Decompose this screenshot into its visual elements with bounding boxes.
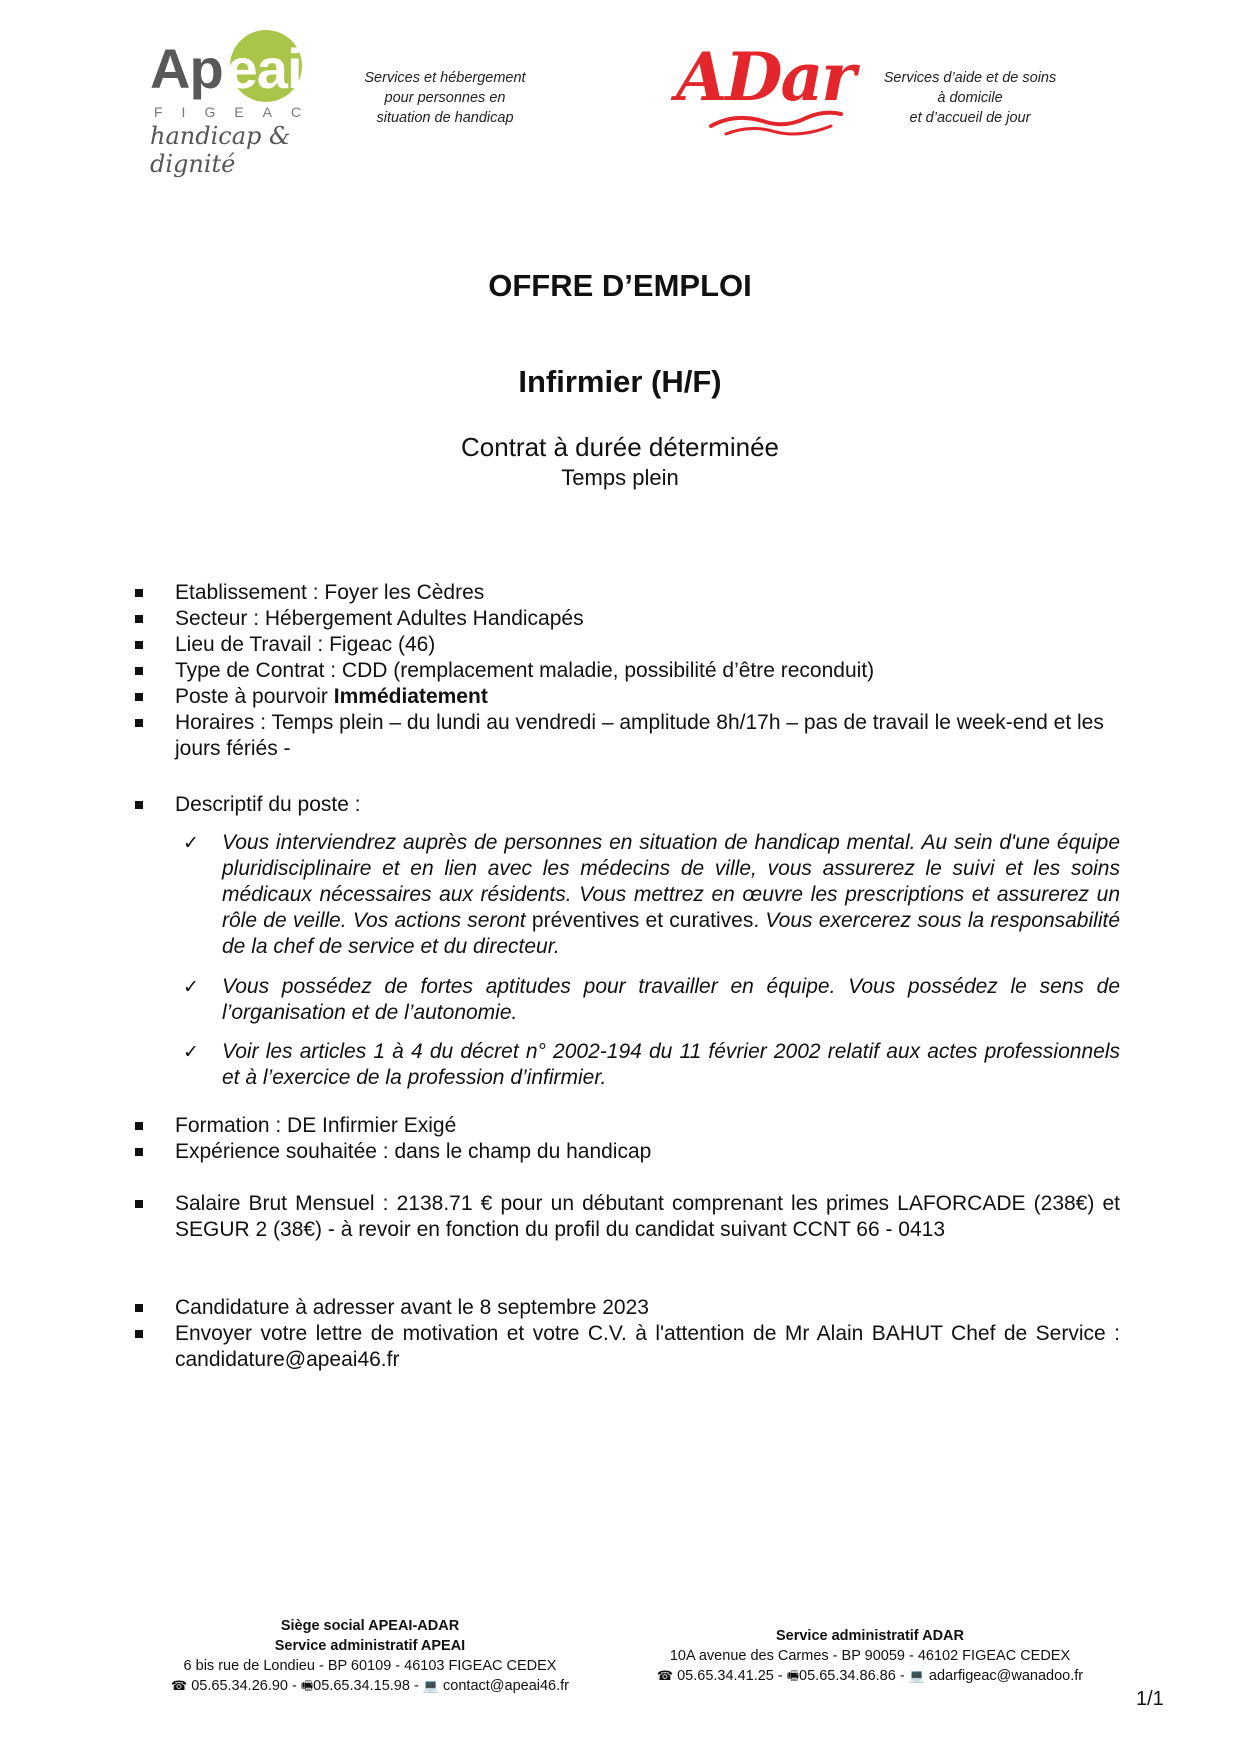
hands-icon — [706, 104, 846, 144]
checkmark-icon: ✓ — [183, 976, 199, 998]
page-number: 1/1 — [1136, 1688, 1164, 1710]
description-point-1: ✓ Vous interviendrez auprès de personnes en situation de handicap mental. Au sein d'une équipe pluridisciplinaire et en lien avec les médecins de ville, vous assurerez le suivi et les soins médicaux nécessaires aux résidents. Vous mettrez en œuvre les prescriptions et assurerez un rôle de veille. Vos actions seront préventives et curatives. Vous exercerez sous la responsabilité de la chef de service et du directeur. — [183, 831, 1121, 958]
requirements-list — [135, 1113, 1120, 1165]
work-time: Temps plein — [561, 465, 679, 490]
computer-icon: 💻 — [422, 1679, 439, 1694]
bullet-icon — [135, 667, 143, 675]
fax-icon: 🖷 — [300, 1679, 314, 1694]
bullet-icon — [135, 1330, 143, 1338]
list-item: Type de Contrat : CDD (remplacement maladie, possibilité d’être reconduit) — [135, 658, 1120, 684]
bullet-icon — [135, 1200, 143, 1208]
bullet-icon — [135, 693, 143, 701]
list-item: Descriptif du poste : — [135, 792, 1120, 818]
list-item: Etablissement : Foyer les Cèdres — [135, 580, 1120, 606]
description-point-2: ✓ Vous possédez de fortes aptitudes pour travailler en équipe. Vous possédez le sens de l’organisation et de l’autonomie. — [183, 975, 1120, 1024]
computer-icon: 💻 — [908, 1669, 925, 1684]
apeai-logo-word: Apeai — [150, 37, 302, 100]
apeai-logo-tagline: handicap & dignité — [150, 122, 291, 178]
checkmark-icon: ✓ — [183, 832, 199, 854]
list-item: Secteur : Hébergement Adultes Handicapés — [135, 606, 1120, 632]
footer-adar: Service administratif ADAR 10A avenue des Carmes - BP 90059 - 46102 FIGEAC CEDEX ☎ 05.65.34.41.25 - 🖷05.65.34.86.86 - 💻 adarfigeac@wanadoo.fr — [656, 1628, 1084, 1684]
list-item: Lieu de Travail : Figeac (46) — [135, 632, 1120, 658]
list-item: Poste à pourvoir Immédiatement — [135, 684, 1120, 710]
list-item: Salaire Brut Mensuel : 2138.71 € pour un débutant comprenant les primes LAFORCADE (238€) et SEGUR 2 (38€) - à revoir en fonction du profil du candidat suivant CCNT 66 - 0413 — [135, 1191, 1120, 1243]
apeai-description: Services et hébergement pour personnes en situation de handicap — [364, 70, 526, 126]
job-title: Infirmier (H/F) — [518, 364, 722, 399]
apeai-logo — [150, 30, 321, 178]
fax-icon: 🖷 — [786, 1669, 800, 1684]
phone-icon: ☎ — [656, 1669, 674, 1684]
bullet-icon — [135, 719, 143, 727]
document-title: OFFRE D’EMPLOI — [488, 268, 752, 303]
checkmark-icon: ✓ — [183, 1041, 199, 1063]
application-email: candidature@apeai46.fr — [175, 1348, 400, 1371]
salary-section — [135, 1191, 1120, 1243]
list-item: Horaires : Temps plein – du lundi au vendredi – amplitude 8h/17h – pas de travail le week-end et les jours fériés - — [135, 710, 1120, 762]
contract-type: Contrat à durée déterminée — [461, 432, 779, 462]
adar-logo-word: ADar — [676, 38, 854, 116]
bullet-icon — [135, 1304, 143, 1312]
bullet-icon — [135, 801, 143, 809]
bullet-icon — [135, 641, 143, 649]
bullet-icon — [135, 615, 143, 623]
phone-icon: ☎ — [170, 1679, 188, 1694]
bullet-icon — [135, 589, 143, 597]
list-item: Candidature à adresser avant le 8 septembre 2023 — [135, 1295, 1120, 1321]
list-item: Expérience souhaitée : dans le champ du handicap — [135, 1139, 1120, 1165]
adar-description: Services d’aide et de soins à domicile et d’accueil de jour — [883, 70, 1057, 126]
application-section — [135, 1295, 1120, 1373]
job-description-section — [135, 792, 1120, 818]
bullet-icon — [135, 1148, 143, 1156]
job-details-list — [135, 580, 1120, 762]
list-item: Envoyer votre lettre de motivation et votre C.V. à l'attention de Mr Alain BAHUT Chef de Service : candidature@apeai46.fr — [135, 1321, 1120, 1373]
list-item: Formation : DE Infirmier Exigé — [135, 1113, 1120, 1139]
bullet-icon — [135, 1122, 143, 1130]
description-point-3: ✓ Voir les articles 1 à 4 du décret n° 2002-194 du 11 février 2002 relatif aux actes professionnels et à l’exercice de la profession d’infirmier. — [183, 1040, 1120, 1089]
apeai-logo-city: FIGEAC — [154, 104, 321, 120]
footer-apeai: Siège social APEAI-ADAR Service administratif APEAI 6 bis rue de Londieu - BP 60109 - 46103 FIGEAC CEDEX ☎ 05.65.34.26.90 - 🖷05.65.34.15.98 - 💻 contact@apeai46.fr — [170, 1618, 569, 1694]
adar-logo — [676, 38, 866, 148]
